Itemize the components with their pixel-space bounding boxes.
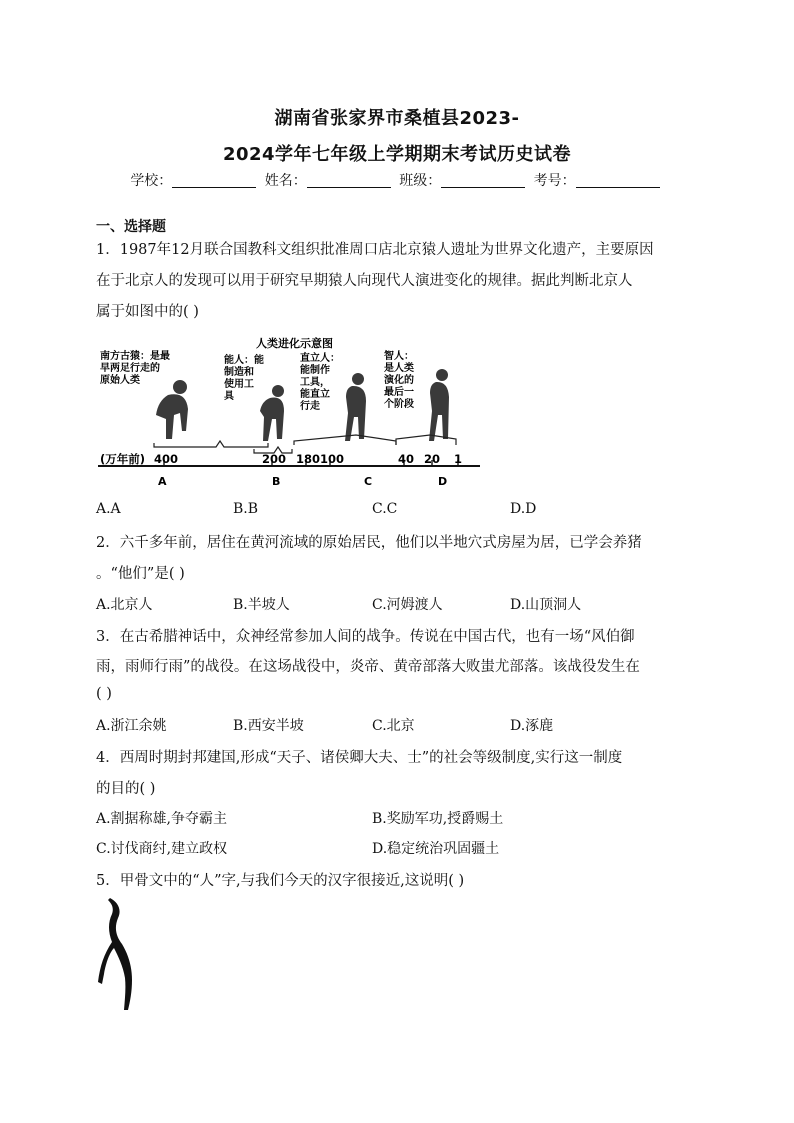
label-d-line-1: 智人： (384, 351, 414, 362)
question-2-option-c[interactable]: C.河姆渡人 (372, 597, 443, 613)
question-3-line-3: ( ) (96, 686, 112, 702)
label-d-line-5: 个阶段 (384, 399, 414, 410)
homo-habilis-figure (260, 385, 284, 441)
question-1-line-1: 1．1987年12月联合国教科文组织批准周口店北京猿人遗址为世界文化遗产，主要原因 (96, 242, 654, 258)
class-label: 班级： (399, 173, 442, 189)
tick-label-400: 400 (154, 452, 179, 466)
page-title-line-2: 2024学年七年级上学期期末考试历史试卷 (222, 144, 572, 165)
label-c-line-5: 行走 (300, 401, 320, 412)
question-5-line-1: 5．甲骨文中的“人”字,与我们今天的汉字很接近,这说明( ) (96, 873, 465, 889)
question-2-option-d[interactable]: D.山顶洞人 (510, 597, 582, 613)
question-4-line-1: 4．西周时期封邦建国,形成“天子、诸侯卿大夫、士”的社会等级制度,实行这一制度 (96, 750, 623, 766)
label-d-line-3: 演化的 (384, 375, 414, 386)
stage-label-c: C (364, 475, 373, 488)
label-c-line-4: 能直立 (300, 389, 330, 400)
question-1-option-c[interactable]: C.C (372, 501, 398, 517)
tick-label-20: 20 (424, 452, 441, 466)
label-b-line-1: 能人：能 (224, 355, 264, 366)
homo-erectus-figure (345, 373, 366, 441)
label-b-line-2: 制造和 (224, 367, 254, 378)
label-c-line-3: 工具， (300, 377, 330, 388)
class-field[interactable] (441, 173, 525, 188)
question-1-option-d[interactable]: D.D (510, 501, 537, 517)
label-c-line-2: 能制作 (300, 365, 330, 376)
exam-number-field[interactable] (576, 173, 660, 188)
question-3-option-a[interactable]: A.浙江余姚 (96, 718, 167, 734)
label-b-line-3: 使用工 (224, 379, 254, 390)
question-1-line-3: 属于如图中的( ) (96, 304, 199, 320)
question-2-option-a[interactable]: A.北京人 (96, 597, 153, 613)
question-4-option-b[interactable]: B.奖励军功,授爵赐土 (372, 811, 504, 827)
homo-sapiens-figure (429, 369, 449, 441)
question-1-line-2: 在于北京人的发现可以用于研究早期猿人向现代人演进变化的规律。据此判断北京人 (96, 273, 633, 289)
human-evolution-figure (96, 335, 486, 490)
question-3-option-b[interactable]: B.西安半坡 (233, 718, 304, 734)
school-label: 学校： (130, 173, 173, 189)
question-2-option-b[interactable]: B.半坡人 (233, 597, 290, 613)
question-3-line-2: 雨，雨师行雨”的战役。在这场战役中，炎帝、黄帝部落大败蚩尤部落。该战役发生在 (96, 659, 640, 675)
question-4-option-a[interactable]: A.割据称雄,争夺霸主 (96, 811, 228, 827)
question-1-option-a[interactable]: A.A (96, 501, 121, 517)
tick-label-1: 1 (454, 452, 463, 466)
tick-label-40: 40 (398, 452, 415, 466)
question-4-option-d[interactable]: D.稳定统治巩固疆土 (372, 841, 500, 857)
stage-brackets (154, 435, 456, 453)
label-a-line-1: 南方古猿：是最 (100, 351, 170, 362)
question-3-option-d[interactable]: D.涿鹿 (510, 718, 554, 734)
label-c-line-1: 直立人： (300, 353, 340, 364)
name-field[interactable] (307, 173, 391, 188)
question-2-line-1: 2．六千多年前，居住在黄河流域的原始居民，他们以半地穴式房屋为居，已学会养猪 (96, 535, 642, 551)
stage-label-a: A (158, 475, 167, 488)
page-title-line-1: 湖南省张家界市桑植县2023- (274, 108, 520, 129)
exam-number-label: 考号： (533, 173, 576, 189)
label-d-line-4: 最后一 (384, 387, 414, 398)
tick-label-200: 200 (262, 452, 287, 466)
tick-label-180: 180 (296, 452, 321, 466)
figure-title: 人类进化示意图 (256, 337, 333, 350)
question-1-option-b[interactable]: B.B (233, 501, 259, 517)
school-field[interactable] (172, 173, 256, 188)
student-info-row (0, 170, 794, 190)
stage-label-d: D (438, 475, 448, 488)
label-a-line-2: 早两足行走的 (100, 363, 160, 374)
australopithecus-figure (156, 380, 188, 439)
section-heading: 一、选择题 (96, 219, 166, 235)
name-label: 姓名： (264, 173, 307, 189)
axis-unit-label: (万年前) (100, 452, 146, 466)
question-3-line-1: 3．在古希腊神话中，众神经常参加人间的战争。传说在中国古代，也有一场“风伯御 (96, 629, 635, 645)
label-d-line-2: 是人类 (384, 363, 414, 374)
label-a-line-3: 原始人类 (100, 375, 140, 386)
question-4-line-2: 的目的( ) (96, 781, 156, 797)
question-4-option-c[interactable]: C.讨伐商纣,建立政权 (96, 841, 228, 857)
oracle-bone-ren-glyph (96, 896, 142, 1014)
stage-label-b: B (272, 475, 281, 488)
label-b-line-4: 具 (224, 391, 234, 402)
question-3-option-c[interactable]: C.北京 (372, 718, 415, 734)
question-2-line-2: 。“他们”是( ) (96, 566, 185, 582)
tick-label-100: 100 (320, 452, 345, 466)
